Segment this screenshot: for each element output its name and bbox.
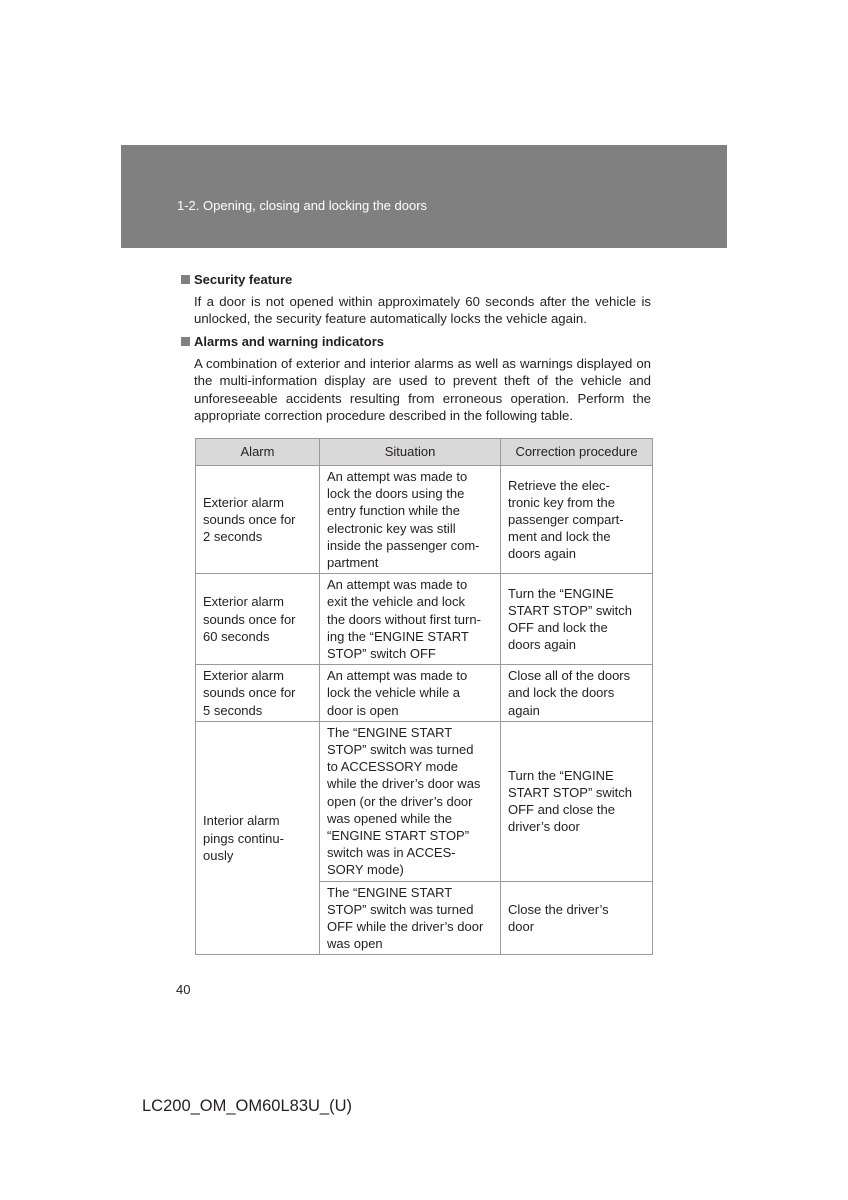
table-header-row (196, 439, 653, 466)
table-row (196, 466, 653, 574)
alarm-cell: Exterior alarm sounds once for 60 seconds (196, 574, 320, 665)
correction-cell: Retrieve the elec- tronic key from the passenger compart- ment and lock the doors again (501, 466, 653, 574)
page-number: 40 (176, 982, 191, 997)
situation-cell: An attempt was made to lock the vehicle while a door is open (320, 665, 501, 722)
table-row (196, 574, 653, 665)
chapter-section-title: 1-2. Opening, closing and locking the doors (177, 198, 428, 213)
table-row (196, 721, 653, 881)
header-situation: Situation (320, 439, 501, 466)
security-feature-text: If a door is not opened within approximately 60 seconds after the vehicle is unlocked, the security feature automatically locks the vehicle again. (194, 294, 651, 327)
situation-cell: An attempt was made to lock the doors using the entry function while the electronic key was still inside the passenger com- partment (320, 466, 501, 574)
table-row (196, 665, 653, 722)
situation-cell: An attempt was made to exit the vehicle and lock the doors without first turn- ing the “ENGINE START STOP” switch OFF (320, 574, 501, 665)
correction-cell: Turn the “ENGINE START STOP” switch OFF and lock the doors again (501, 574, 653, 665)
alarms-title: Alarms and warning indicators (194, 333, 384, 349)
body-content (181, 271, 651, 424)
chapter-header-band (121, 145, 727, 248)
alarm-cell: Exterior alarm sounds once for 2 seconds (196, 466, 320, 574)
situation-cell: The “ENGINE START STOP” switch was turned OFF while the driver’s door was open (320, 881, 501, 955)
header-correction: Correction procedure (501, 439, 653, 466)
alarms-heading (181, 333, 651, 350)
square-bullet-icon (181, 337, 190, 346)
alarm-cell: Exterior alarm sounds once for 5 seconds (196, 665, 320, 722)
security-feature-heading (181, 271, 651, 288)
alarm-cell: Interior alarm pings continu- ously (196, 721, 320, 955)
header-alarm: Alarm (196, 439, 320, 466)
correction-cell: Turn the “ENGINE START STOP” switch OFF and close the driver’s door (501, 721, 653, 881)
correction-cell: Close the driver’s door (501, 881, 653, 955)
square-bullet-icon (181, 275, 190, 284)
security-feature-title: Security feature (194, 272, 293, 287)
correction-cell: Close all of the doors and lock the doors again (501, 665, 653, 722)
document-code-footer: LC200_OM_OM60L83U_(U) (142, 1097, 353, 1115)
alarms-text: A combination of exterior and interior alarms as well as warnings displayed on the multi-information display are used to prevent theft of the vehicle and unforeseeable accidents resulting from erroneous operation. Perform the appropriate correction procedure described in the following table. (194, 355, 651, 424)
situation-cell: The “ENGINE START STOP” switch was turned to ACCESSORY mode while the driver’s door was open (or the driver’s door was opened while the “ENGINE START STOP” switch was in ACCES- SORY mode) (320, 721, 501, 881)
alarm-table (195, 438, 653, 955)
